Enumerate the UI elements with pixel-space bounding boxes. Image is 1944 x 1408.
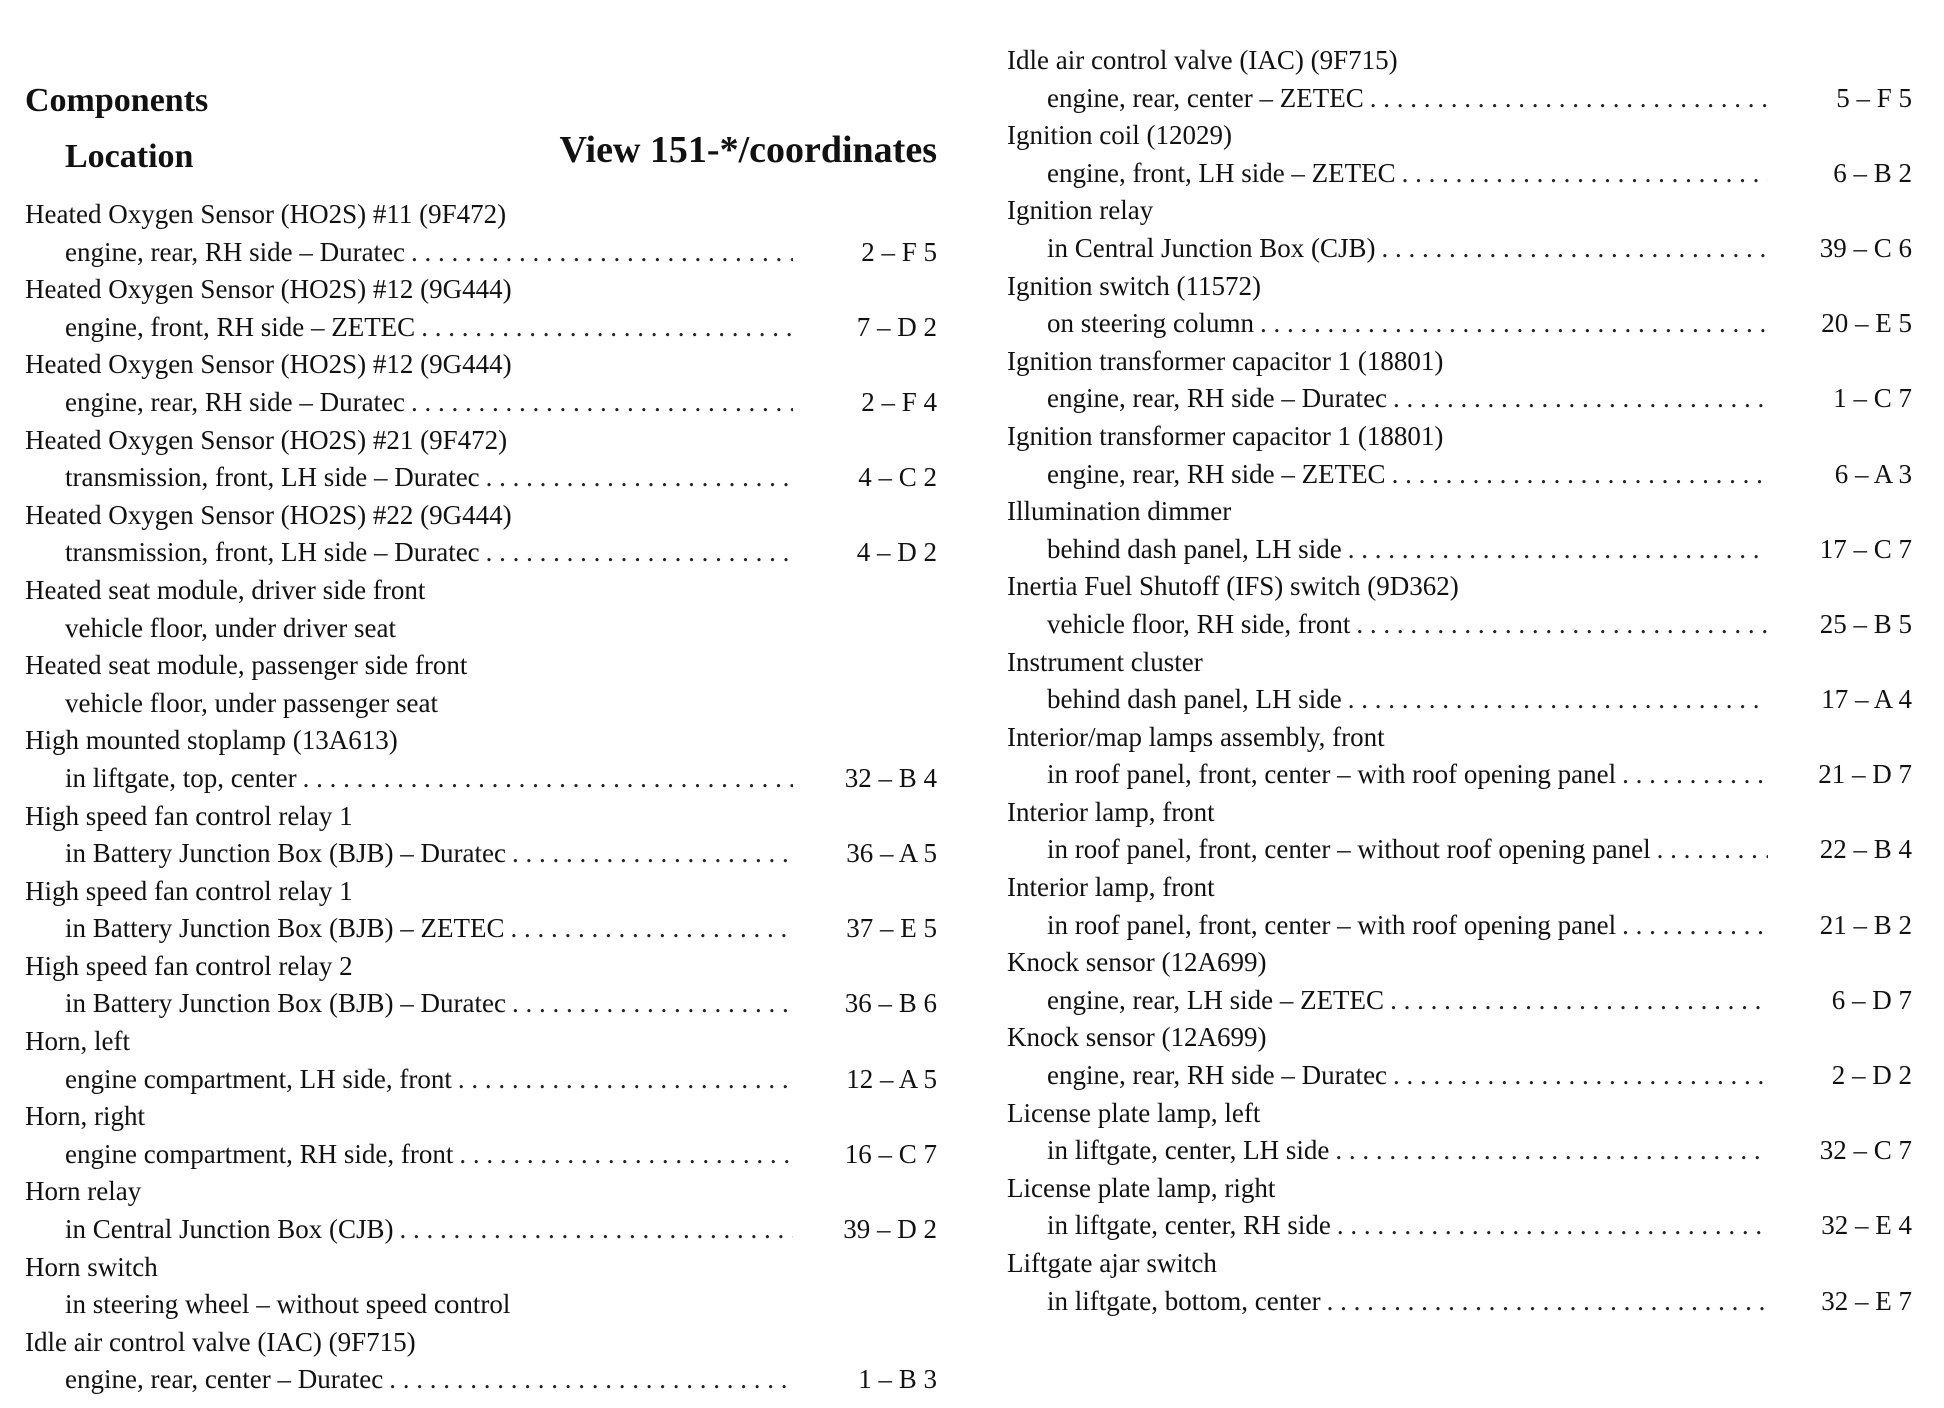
component-location-row xyxy=(25,1136,937,1174)
component-entry xyxy=(1007,418,1912,493)
component-location: in Battery Junction Box (BJB) – Duratec xyxy=(65,838,506,869)
location-column-header: Location xyxy=(65,138,194,175)
component-location-row xyxy=(25,1286,937,1324)
component-entry xyxy=(25,948,937,1023)
component-name: Heated Oxygen Sensor (HO2S) #11 (9F472) xyxy=(25,199,507,229)
component-location: engine, rear, RH side – Duratec xyxy=(65,236,406,267)
component-name: High speed fan control relay 1 xyxy=(25,800,353,831)
component-location: in Central Junction Box (CJB) xyxy=(65,1214,394,1245)
component-name: Knock sensor (12A699) xyxy=(1007,1022,1267,1053)
component-entry xyxy=(25,196,937,271)
dot-leader xyxy=(303,760,793,798)
component-name: Heated Oxygen Sensor (HO2S) #12 (9G444) xyxy=(25,274,512,305)
component-entry xyxy=(25,1098,937,1173)
component-location-row xyxy=(1007,606,1912,644)
component-name: Interior lamp, front xyxy=(1007,872,1215,903)
component-entry xyxy=(1007,1019,1912,1094)
view-coordinate: 12 – A 5 xyxy=(846,1063,937,1094)
dot-leader xyxy=(1260,305,1768,343)
component-location-row xyxy=(1007,380,1912,418)
component-location-row xyxy=(1007,907,1912,945)
view-coordinate: 2 – D 2 xyxy=(1831,1060,1912,1091)
component-entry xyxy=(25,798,937,873)
component-name: Ignition switch (11572) xyxy=(1007,270,1261,301)
view-coordinate: 32 – E 7 xyxy=(1821,1285,1912,1316)
component-entry xyxy=(25,1023,937,1098)
component-location-row xyxy=(1007,80,1912,118)
dot-leader xyxy=(512,985,793,1023)
component-name: Idle air control valve (IAC) (9F715) xyxy=(1007,45,1398,75)
component-location: in liftgate, bottom, center xyxy=(1047,1285,1321,1316)
view-coordinate: 17 – A 4 xyxy=(1821,684,1912,715)
component-entry xyxy=(25,1249,937,1324)
component-name: Ignition coil (12029) xyxy=(1007,120,1232,151)
component-location: transmission, front, LH side – Duratec xyxy=(65,462,480,493)
component-entry xyxy=(1007,268,1912,343)
component-entry xyxy=(25,572,937,647)
section-title: Components xyxy=(25,82,209,119)
view-coordinate: 6 – B 2 xyxy=(1833,157,1912,188)
component-entry xyxy=(1007,42,1912,117)
dot-leader xyxy=(411,384,793,422)
component-name: Illumination dimmer xyxy=(1007,496,1232,527)
dot-leader xyxy=(510,910,793,948)
component-location: behind dash panel, LH side xyxy=(1047,533,1342,564)
component-name: Knock sensor (12A699) xyxy=(1007,947,1267,978)
component-entry xyxy=(1007,117,1912,192)
view-coordinate: 25 – B 5 xyxy=(1819,608,1912,639)
component-entry xyxy=(25,497,937,572)
component-location-row xyxy=(25,760,937,798)
component-location: behind dash panel, LH side xyxy=(1047,684,1342,715)
component-location-row xyxy=(1007,831,1912,869)
component-location-row xyxy=(25,985,937,1023)
component-name: Liftgate ajar switch xyxy=(1007,1248,1217,1278)
dot-leader xyxy=(1393,380,1768,418)
component-entry xyxy=(1007,1245,1912,1320)
component-name: Inertia Fuel Shutoff (IFS) switch (9D362) xyxy=(1007,571,1459,602)
component-location: in liftgate, center, RH side xyxy=(1047,1210,1331,1241)
component-name: Idle air control valve (IAC) (9F715) xyxy=(25,1326,416,1357)
component-location-row xyxy=(1007,1207,1912,1245)
component-location: engine, rear, center – Duratec xyxy=(65,1364,384,1395)
component-location-row xyxy=(1007,982,1912,1020)
component-name: High mounted stoplamp (13A613) xyxy=(25,725,398,756)
component-entry xyxy=(25,647,937,722)
view-coordinate: 6 – D 7 xyxy=(1831,984,1912,1015)
dot-leader xyxy=(1335,1132,1768,1170)
component-location: vehicle floor, RH side, front xyxy=(1047,608,1351,639)
component-location-row xyxy=(1007,531,1912,569)
component-entry xyxy=(25,422,937,497)
component-location-row xyxy=(25,384,937,422)
dot-leader xyxy=(486,459,793,497)
component-entry xyxy=(25,346,937,421)
dot-leader xyxy=(1657,831,1768,869)
view-coordinate: 36 – B 6 xyxy=(844,988,937,1019)
component-location-row xyxy=(25,610,937,648)
dot-leader xyxy=(1381,230,1768,268)
left-entry-list xyxy=(25,196,937,1399)
component-entry xyxy=(1007,192,1912,267)
component-name: High speed fan control relay 1 xyxy=(25,875,353,906)
component-location: in Central Junction Box (CJB) xyxy=(1047,232,1376,263)
view-coordinate: 22 – B 4 xyxy=(1819,834,1912,865)
component-location: engine, front, LH side – ZETEC xyxy=(1047,157,1396,188)
component-entry xyxy=(25,271,937,346)
component-location-row xyxy=(1007,1132,1912,1170)
dot-leader xyxy=(1622,907,1768,945)
view-coordinate: 32 – C 7 xyxy=(1819,1135,1912,1166)
dot-leader xyxy=(1370,80,1768,118)
component-name: High speed fan control relay 2 xyxy=(25,950,353,981)
component-location: on steering column xyxy=(1047,308,1254,339)
component-location-row xyxy=(1007,681,1912,719)
dot-leader xyxy=(459,1136,793,1174)
dot-leader xyxy=(389,1361,793,1399)
view-coordinate: 36 – A 5 xyxy=(846,838,937,869)
component-entry xyxy=(1007,719,1912,794)
view-coordinate: 37 – E 5 xyxy=(846,913,937,944)
component-name: Horn, right xyxy=(25,1101,145,1132)
component-location: engine compartment, LH side, front xyxy=(65,1063,452,1094)
component-location: engine, rear, RH side – ZETEC xyxy=(1047,458,1386,489)
component-entry xyxy=(1007,1095,1912,1170)
component-name: Ignition transformer capacitor 1 (18801) xyxy=(1007,345,1444,376)
component-location-row xyxy=(1007,305,1912,343)
right-entry-list xyxy=(1007,42,1912,1320)
view-coordinate: 32 – B 4 xyxy=(844,762,937,793)
component-location-row xyxy=(1007,756,1912,794)
dot-leader xyxy=(1392,456,1768,494)
component-location-row xyxy=(25,1061,937,1099)
component-location: in roof panel, front, center – without roof opening panel xyxy=(1047,834,1651,865)
dot-leader xyxy=(1327,1283,1768,1321)
dot-leader xyxy=(1348,681,1768,719)
component-location-row xyxy=(1007,1283,1912,1321)
component-location: engine, front, RH side – ZETEC xyxy=(65,311,416,342)
component-location-row xyxy=(1007,155,1912,193)
dot-leader xyxy=(486,534,793,572)
component-entry xyxy=(1007,343,1912,418)
component-entry xyxy=(25,873,937,948)
view-coordinate: 21 – D 7 xyxy=(1818,759,1912,790)
component-location-row xyxy=(25,1361,937,1399)
component-location: in Battery Junction Box (BJB) – Duratec xyxy=(65,988,506,1019)
view-coordinate: 39 – C 6 xyxy=(1819,232,1912,263)
component-name: License plate lamp, right xyxy=(1007,1172,1276,1203)
view-coordinate: 17 – C 7 xyxy=(1819,533,1912,564)
dot-leader xyxy=(1390,982,1768,1020)
component-entry xyxy=(1007,1170,1912,1245)
component-name: Heated Oxygen Sensor (HO2S) #12 (9G444) xyxy=(25,349,512,380)
dot-leader xyxy=(512,835,793,873)
component-location-row xyxy=(1007,1057,1912,1095)
component-name: Interior lamp, front xyxy=(1007,796,1215,827)
component-entry xyxy=(1007,794,1912,869)
component-location-row xyxy=(25,459,937,497)
view-coordinate: 32 – E 4 xyxy=(1821,1210,1912,1241)
component-name: Heated seat module, driver side front xyxy=(25,574,426,605)
component-location: vehicle floor, under driver seat xyxy=(65,612,397,643)
component-location: in liftgate, top, center xyxy=(65,762,297,793)
component-name: License plate lamp, left xyxy=(1007,1097,1261,1128)
dot-leader xyxy=(1337,1207,1768,1245)
view-coordinate: 2 – F 5 xyxy=(861,236,937,267)
view-coordinate: 7 – D 2 xyxy=(856,311,937,342)
component-location: engine compartment, RH side, front xyxy=(65,1138,454,1169)
component-entry xyxy=(1007,493,1912,568)
component-location: engine, rear, RH side – Duratec xyxy=(1047,1060,1388,1091)
component-location: engine, rear, center – ZETEC xyxy=(1047,82,1364,113)
view-coordinates-column-header: View 151-*/coordinates xyxy=(559,129,937,171)
dot-leader xyxy=(1393,1057,1768,1095)
view-coordinate: 39 – D 2 xyxy=(843,1214,937,1245)
view-coordinate: 4 – D 2 xyxy=(856,537,937,568)
component-location: vehicle floor, under passenger seat xyxy=(65,687,439,718)
dot-leader xyxy=(421,309,793,347)
component-name: Ignition transformer capacitor 1 (18801) xyxy=(1007,420,1444,451)
component-location-row xyxy=(25,910,937,948)
component-name: Horn relay xyxy=(25,1176,142,1207)
component-location: in liftgate, center, LH side xyxy=(1047,1135,1330,1166)
dot-leader xyxy=(1348,531,1768,569)
component-location-row xyxy=(25,1211,937,1249)
dot-leader xyxy=(411,234,793,272)
component-location: engine, rear, RH side – Duratec xyxy=(1047,383,1388,414)
component-name: Interior/map lamps assembly, front xyxy=(1007,721,1385,752)
component-name: Instrument cluster xyxy=(1007,646,1203,677)
component-entry xyxy=(1007,568,1912,643)
component-location-row xyxy=(1007,230,1912,268)
component-name: Heated seat module, passenger side front xyxy=(25,650,468,681)
view-coordinate: 6 – A 3 xyxy=(1834,458,1912,489)
dot-leader xyxy=(1622,756,1768,794)
component-entry xyxy=(1007,869,1912,944)
component-name: Horn, left xyxy=(25,1026,130,1057)
view-coordinate: 1 – C 7 xyxy=(1833,383,1912,414)
component-location: in steering wheel – without speed control xyxy=(65,1289,511,1320)
component-location-row xyxy=(1007,456,1912,494)
view-coordinate: 5 – F 5 xyxy=(1836,82,1912,113)
component-entry xyxy=(25,1173,937,1248)
view-coordinate: 20 – E 5 xyxy=(1821,308,1912,339)
component-location-row xyxy=(25,685,937,723)
component-entry xyxy=(1007,944,1912,1019)
component-name: Horn switch xyxy=(25,1251,158,1282)
component-name: Heated Oxygen Sensor (HO2S) #22 (9G444) xyxy=(25,499,512,530)
view-coordinate: 16 – C 7 xyxy=(844,1138,937,1169)
component-name: Heated Oxygen Sensor (HO2S) #21 (9F472) xyxy=(25,424,508,455)
component-location: engine, rear, LH side – ZETEC xyxy=(1047,984,1385,1015)
dot-leader xyxy=(458,1061,793,1099)
component-entry xyxy=(25,722,937,797)
component-location-row xyxy=(25,835,937,873)
component-entry xyxy=(25,1324,937,1399)
component-entry xyxy=(1007,644,1912,719)
component-location-row xyxy=(25,309,937,347)
component-location-row xyxy=(25,234,937,272)
component-location: in roof panel, front, center – with roof opening panel xyxy=(1047,909,1617,940)
component-name: Ignition relay xyxy=(1007,195,1154,226)
component-location: engine, rear, RH side – Duratec xyxy=(65,386,406,417)
dot-leader xyxy=(1402,155,1768,193)
dot-leader xyxy=(1356,606,1768,644)
view-coordinate: 2 – F 4 xyxy=(861,386,937,417)
view-coordinate: 4 – C 2 xyxy=(858,462,937,493)
view-coordinate: 21 – B 2 xyxy=(1819,909,1912,940)
view-coordinate: 1 – B 3 xyxy=(858,1364,937,1395)
component-location-row xyxy=(25,534,937,572)
component-location: in Battery Junction Box (BJB) – ZETEC xyxy=(65,913,505,944)
component-location: transmission, front, LH side – Duratec xyxy=(65,537,480,568)
component-location: in roof panel, front, center – with roof opening panel xyxy=(1047,759,1617,790)
dot-leader xyxy=(399,1211,793,1249)
